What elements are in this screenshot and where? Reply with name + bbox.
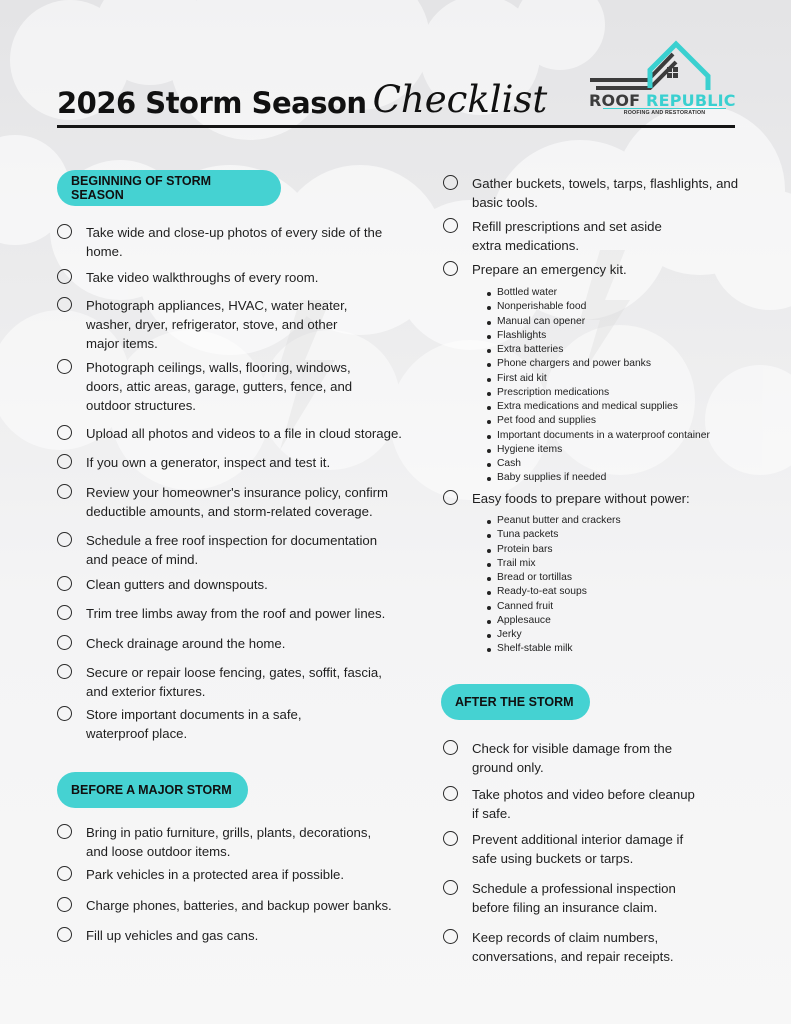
logo-name-part2: REPUBLIC <box>646 91 736 110</box>
checklist-item-label: Gather buckets, towels, tarps, flashlights, and basic tools. <box>472 176 739 210</box>
logo-name-part1: ROOF <box>589 91 641 110</box>
checklist-item[interactable] <box>57 705 327 743</box>
emergency-kit-item: Nonperishable food <box>497 300 757 314</box>
checkbox-circle-icon[interactable] <box>443 929 458 944</box>
emergency-kit-item: Important documents in a waterproof container <box>497 429 757 443</box>
easy-food-item: Protein bars <box>497 543 757 557</box>
checklist-item-label: Take photos and video before cleanup if safe. <box>472 787 695 821</box>
checklist-item[interactable] <box>443 260 743 279</box>
emergency-kit-item: Manual can opener <box>497 315 757 329</box>
checklist-item-label: Check drainage around the home. <box>86 636 286 651</box>
title-divider <box>57 125 735 128</box>
checklist-item-label: Photograph appliances, HVAC, water heater, washer, dryer, refrigerator, stove, and other major items. <box>86 298 348 351</box>
checklist-item[interactable] <box>57 223 387 261</box>
checkbox-circle-icon[interactable] <box>443 218 458 233</box>
easy-food-item: Shelf-stable milk <box>497 642 757 656</box>
checklist-item[interactable] <box>57 896 417 915</box>
easy-food-item: Jerky <box>497 628 757 642</box>
easy-food-item: Ready-to-eat soups <box>497 585 757 599</box>
checklist-item-label: Check for visible damage from the ground only. <box>472 741 673 775</box>
checklist-item[interactable] <box>57 823 387 861</box>
checkbox-circle-icon[interactable] <box>57 866 72 881</box>
checklist-item[interactable] <box>443 739 703 777</box>
emergency-kit-item: Pet food and supplies <box>497 414 757 428</box>
checklist-item[interactable] <box>57 483 397 521</box>
checklist-item-label: Prepare an emergency kit. <box>472 262 627 277</box>
emergency-kit-item: Phone chargers and power banks <box>497 357 757 371</box>
emergency-kit-item: Baby supplies if needed <box>497 471 757 485</box>
easy-food-item: Peanut butter and crackers <box>497 514 757 528</box>
easy-foods-list <box>481 514 757 657</box>
checkbox-circle-icon[interactable] <box>443 261 458 276</box>
checkbox-circle-icon[interactable] <box>443 786 458 801</box>
checkbox-circle-icon[interactable] <box>57 359 72 374</box>
section-header-before: BEFORE A MAJOR STORM <box>57 772 248 808</box>
checkbox-circle-icon[interactable] <box>57 454 72 469</box>
checklist-item[interactable] <box>57 268 387 287</box>
checklist-item[interactable] <box>443 174 743 212</box>
checkbox-circle-icon[interactable] <box>57 664 72 679</box>
checkbox-circle-icon[interactable] <box>57 576 72 591</box>
emergency-kit-item: Prescription medications <box>497 386 757 400</box>
checkbox-circle-icon[interactable] <box>443 490 458 505</box>
checkbox-circle-icon[interactable] <box>57 297 72 312</box>
checklist-item-label: If you own a generator, inspect and test it. <box>86 455 331 470</box>
checklist-item-label: Trim tree limbs away from the roof and power lines. <box>86 606 386 621</box>
emergency-kit-item: Flashlights <box>497 329 757 343</box>
checklist-item[interactable] <box>57 604 417 623</box>
emergency-kit-item: Bottled water <box>497 286 757 300</box>
emergency-kit-item: First aid kit <box>497 372 757 386</box>
emergency-kit-item: Extra medications and medical supplies <box>497 400 757 414</box>
checklist-item[interactable] <box>57 634 417 653</box>
checklist-item[interactable] <box>443 830 703 868</box>
checklist-item[interactable] <box>443 928 713 966</box>
checkbox-circle-icon[interactable] <box>57 824 72 839</box>
checkbox-circle-icon[interactable] <box>57 706 72 721</box>
checklist-item[interactable] <box>57 296 357 353</box>
checklist-item-label: Prevent additional interior damage if safe using buckets or tarps. <box>472 832 684 866</box>
checklist-item[interactable] <box>57 358 367 415</box>
checklist-item[interactable] <box>57 453 417 472</box>
checkbox-circle-icon[interactable] <box>57 269 72 284</box>
checklist-item-label: Take video walkthroughs of every room. <box>86 270 319 285</box>
checklist-item-label: Keep records of claim numbers, conversations, and repair receipts. <box>472 930 674 964</box>
checklist-item-label: Store important documents in a safe, waterproof place. <box>86 707 302 741</box>
page-title <box>57 72 548 121</box>
emergency-kit-list <box>481 286 757 486</box>
checklist-item[interactable] <box>443 217 683 255</box>
checklist-item[interactable] <box>443 489 743 508</box>
checklist-item-label: Easy foods to prepare without power: <box>472 491 690 506</box>
checkbox-circle-icon[interactable] <box>443 740 458 755</box>
checkbox-circle-icon[interactable] <box>57 605 72 620</box>
checklist-item[interactable] <box>57 865 397 884</box>
checklist-item-label: Bring in patio furniture, grills, plants, decorations, and loose outdoor items. <box>86 825 372 859</box>
easy-food-item: Trail mix <box>497 557 757 571</box>
checklist-item-label: Upload all photos and videos to a file in cloud storage. <box>86 426 402 441</box>
easy-food-item: Bread or tortillas <box>497 571 757 585</box>
checkbox-circle-icon[interactable] <box>57 425 72 440</box>
page-title-script: Checklist <box>372 78 548 121</box>
easy-food-item: Canned fruit <box>497 600 757 614</box>
checklist-item-label: Take wide and close-up photos of every side of the home. <box>86 225 383 259</box>
checklist-item[interactable] <box>443 785 703 823</box>
section-header-after: AFTER THE STORM <box>441 684 590 720</box>
checklist-item[interactable] <box>57 424 417 443</box>
logo-tagline: ROOFING AND RESTORATION <box>603 108 726 118</box>
checkbox-circle-icon[interactable] <box>57 532 72 547</box>
checklist-item-label: Schedule a professional inspection before filing an insurance claim. <box>472 881 676 915</box>
checklist-item-label: Charge phones, batteries, and backup power banks. <box>86 898 392 913</box>
checklist-item-label: Clean gutters and downspouts. <box>86 577 268 592</box>
checklist-item[interactable] <box>57 531 397 569</box>
checkbox-circle-icon[interactable] <box>443 831 458 846</box>
easy-food-item: Tuna packets <box>497 528 757 542</box>
checklist-item-label: Secure or repair loose fencing, gates, soffit, fascia, and exterior fixtures. <box>86 665 382 699</box>
checkbox-circle-icon[interactable] <box>443 175 458 190</box>
page-title-bold: 2026 Storm Season <box>57 86 367 120</box>
checkbox-circle-icon[interactable] <box>57 635 72 650</box>
checklist-item-label: Schedule a free roof inspection for documentation and peace of mind. <box>86 533 378 567</box>
checklist-item[interactable] <box>443 879 703 917</box>
checklist-item-label: Fill up vehicles and gas cans. <box>86 928 259 943</box>
checkbox-circle-icon[interactable] <box>57 484 72 499</box>
checklist-item-label: Refill prescriptions and set aside extra medications. <box>472 219 662 253</box>
emergency-kit-item: Hygiene items <box>497 443 757 457</box>
checkbox-circle-icon[interactable] <box>57 927 72 942</box>
checklist-item[interactable] <box>57 663 397 701</box>
checkbox-circle-icon[interactable] <box>57 897 72 912</box>
checkbox-circle-icon[interactable] <box>443 880 458 895</box>
checkbox-circle-icon[interactable] <box>57 224 72 239</box>
checklist-item-label: Review your homeowner's insurance policy, confirm deductible amounts, and storm-related coverage. <box>86 485 389 519</box>
checklist-item-label: Photograph ceilings, walls, flooring, windows, doors, attic areas, garage, gutters, fence, and outdoor structures. <box>86 360 353 413</box>
emergency-kit-item: Extra batteries <box>497 343 757 357</box>
section-header-beginning: BEGINNING OF STORM SEASON <box>57 170 281 206</box>
checklist-item[interactable] <box>57 575 397 594</box>
checklist-item[interactable] <box>57 926 397 945</box>
easy-food-item: Applesauce <box>497 614 757 628</box>
emergency-kit-item: Cash <box>497 457 757 471</box>
checklist-item-label: Park vehicles in a protected area if possible. <box>86 867 345 882</box>
